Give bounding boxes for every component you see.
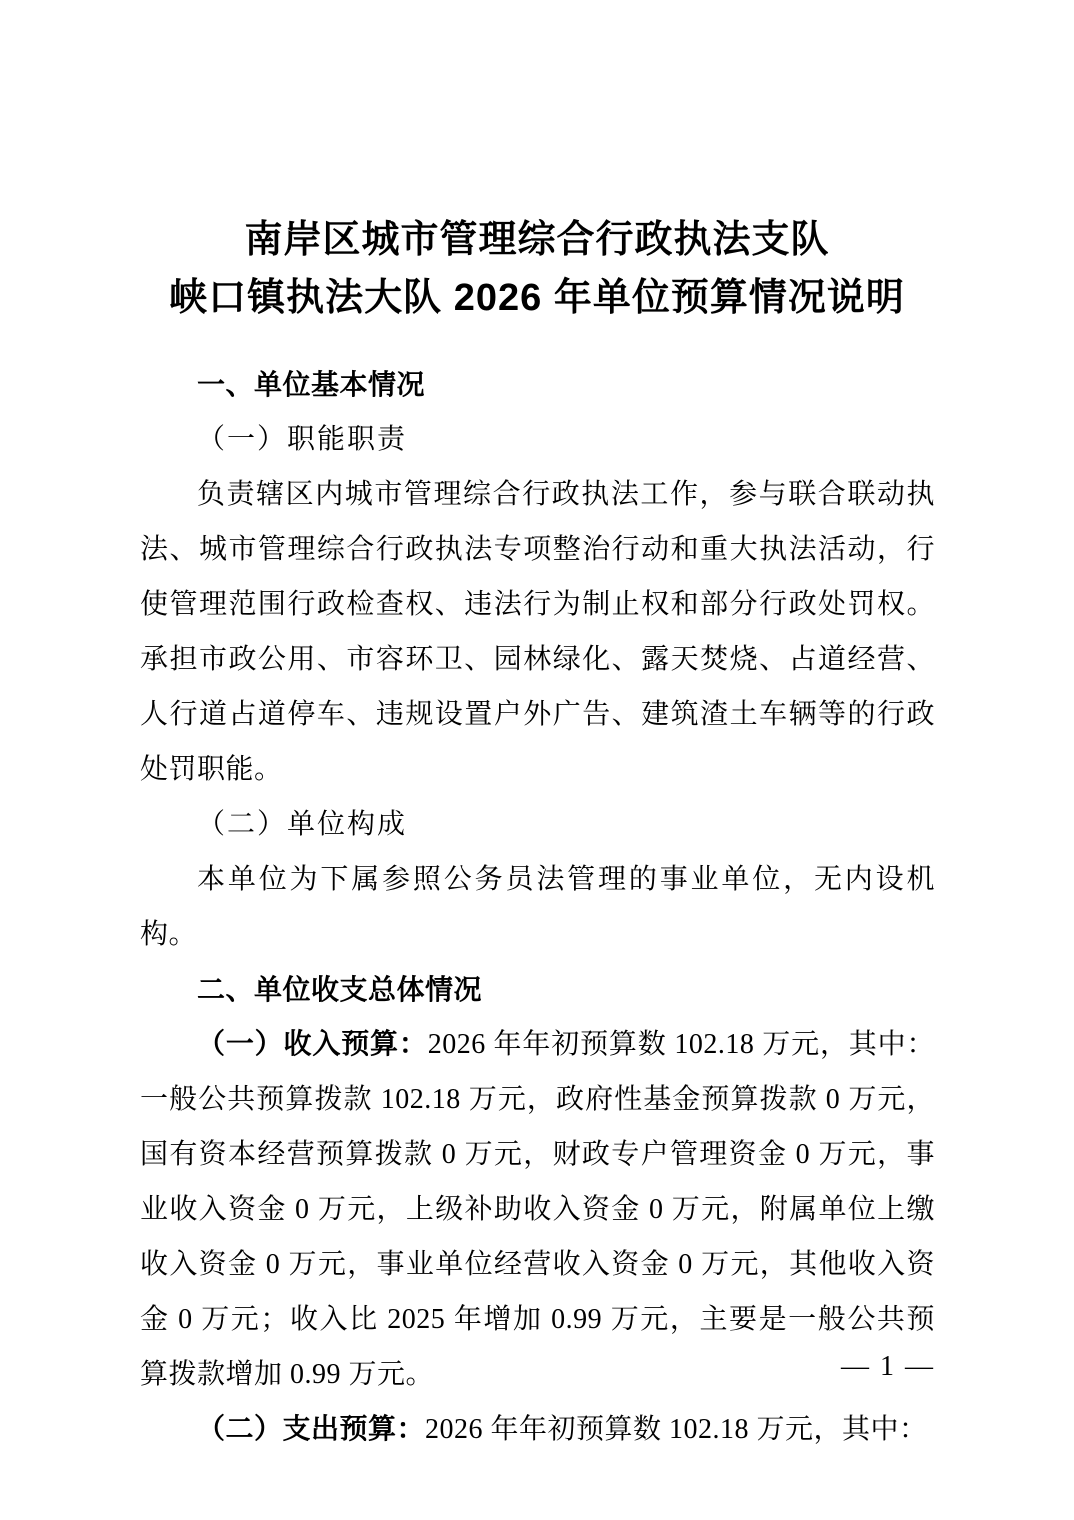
paragraph-income-budget (140, 1017, 935, 1402)
paragraph-duties: 负责辖区内城市管理综合行政执法工作，参与联合联动执法、城市管理综合行政执法专项整治行动和重大执法活动，行使管理范围行政检查权、违法行为制止权和部分行政处罚权。承担市政公用、市容环卫、园林绿化、露天焚烧、占道经营、人行道占道停车、违规设置户外广告、建筑渣土车辆等的行政处罚职能。 (140, 479, 935, 785)
title-line-1: 南岸区城市管理综合行政执法支队 (244, 219, 830, 262)
income-budget-text: 2026 年年初预算数 102.18 万元，其中：一般公共预算拨款 102.18 万元，政府性基金预算拨款 0 万元，国有资本经营预算拨款 0 万元，财政专户管理资金 0 万元，事业收入资金 0 万元，上级补助收入资金 0 万元，附属单位上缴收入资金 0 万元，事业单位经营收入资金 0 万元，其他收入资金 0 万元；收入比 2025 年增加 0.99 万元，主要是一般公共预算拨款增加 0.99 万元。 (140, 1029, 935, 1390)
subsection-heading-composition: （二）单位构成 (197, 809, 408, 840)
subsection-heading-duties: （一）职能职责 (197, 424, 408, 455)
section-heading-budget-overview: 二、单位收支总体情况 (197, 974, 483, 1005)
title-line-2: 峡口镇执法大队 2026 年单位预算情况说明 (169, 277, 905, 320)
paragraph-composition: 本单位为下属参照公务员法管理的事业单位，无内设机构。 (140, 864, 935, 950)
section-heading-basic-info: 一、单位基本情况 (197, 369, 426, 400)
paragraph-expenditure-budget (140, 1402, 935, 1457)
document-title (0, 211, 1074, 327)
expenditure-budget-label: （二）支出预算： (197, 1414, 426, 1445)
income-budget-label: （一）收入预算： (197, 1029, 428, 1060)
page-number: — 1 — (841, 1351, 935, 1382)
document-body (140, 357, 935, 1457)
expenditure-budget-text: 2026 年年初预算数 102.18 万元，其中： (425, 1414, 928, 1445)
